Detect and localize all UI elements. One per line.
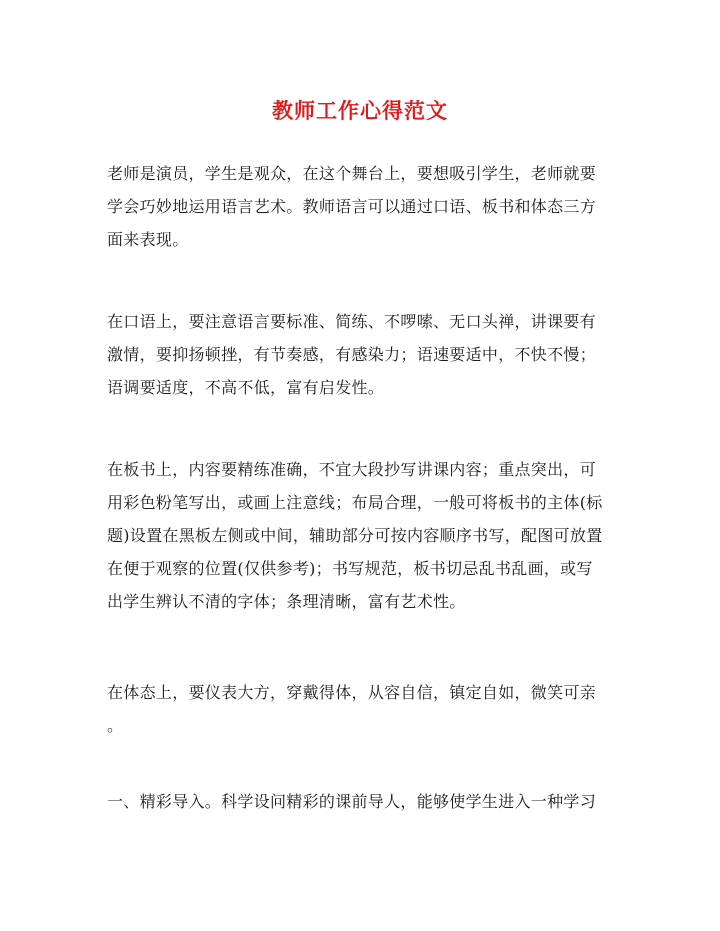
paragraph-line: 在口语上，要注意语言要标准、简练、不啰嗦、无口头禅，讲课要有 (107, 312, 597, 331)
paragraph-line: 激情，要抑扬顿挫，有节奏感，有感染力；语速要适中，不快不慢； (107, 345, 597, 364)
paragraph-line: 在板书上，内容要精练准确，不宜大段抄写讲课内容；重点突出，可 (107, 460, 597, 479)
paragraph-line: 老师是演员，学生是观众，在这个舞台上，要想吸引学生，老师就要 (107, 164, 597, 183)
paragraph-line: 题)设置在黑板左侧或中间，辅助部分可按内容顺序书写，配图可放置 (107, 526, 603, 545)
paragraph-line: 一、精彩导入。科学设问精彩的课前导人，能够使学生进入一种学习 (107, 792, 597, 811)
paragraph-3 (107, 453, 613, 618)
paragraph-line: 用彩色粉笔写出，或画上注意线；布局合理，一般可将板书的主体(标 (107, 493, 603, 512)
paragraph-line: 。 (107, 716, 124, 735)
paragraph-line: 出学生辨认不清的字体；条理清晰，富有艺术性。 (107, 592, 466, 611)
document-title: 教师工作心得范文 (272, 98, 448, 123)
paragraph-1 (107, 157, 613, 256)
paragraph-2 (107, 305, 613, 404)
paragraph-line: 语调要适度，不高不低，富有启发性。 (107, 378, 385, 397)
paragraph-line: 面来表现。 (107, 230, 189, 249)
paragraph-line: 在便于观察的位置(仅供参考)；书写规范，板书切忌乱书乱画，或写 (107, 559, 593, 578)
paragraph-line: 学会巧妙地运用语言艺术。教师语言可以通过口语、板书和体态三方 (107, 197, 597, 216)
paragraph-4 (107, 676, 613, 742)
paragraph-5 (107, 785, 613, 818)
paragraph-line: 在体态上，要仪表大方，穿戴得体，从容自信，镇定自如，微笑可亲 (107, 683, 597, 702)
